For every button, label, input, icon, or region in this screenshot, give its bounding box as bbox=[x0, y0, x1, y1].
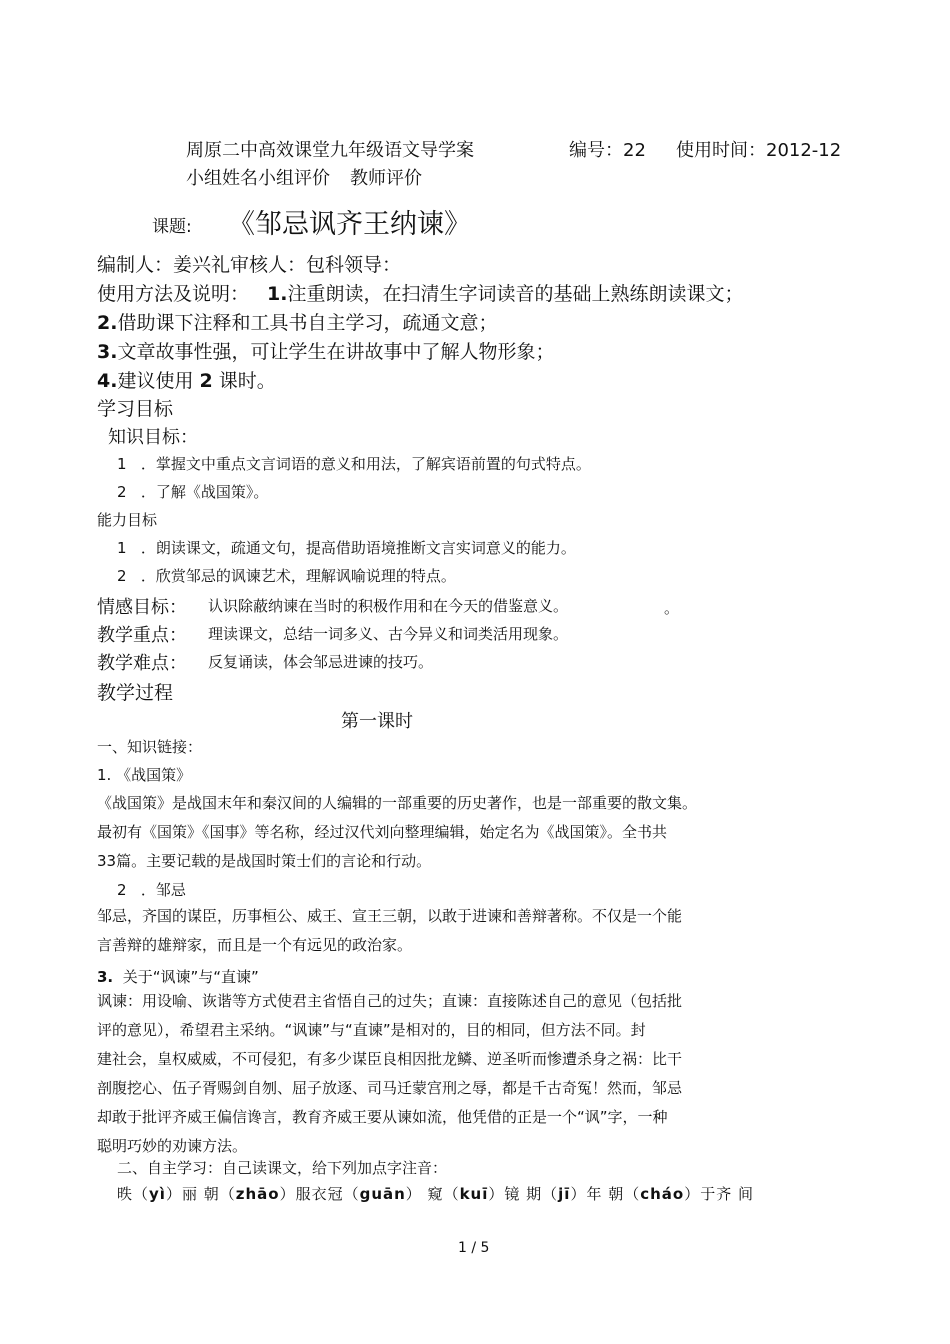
pinyin-answer: jī bbox=[558, 1185, 571, 1203]
item1-title: 1. 《战国策》 bbox=[97, 766, 192, 784]
pinyin-answer: guān bbox=[359, 1185, 406, 1203]
key-points-label: 教学重点： bbox=[97, 625, 187, 646]
ability-label: 能力目标 bbox=[97, 511, 158, 529]
teacher-eval: 教师评价 bbox=[350, 168, 422, 189]
process-label: 教学过程 bbox=[97, 682, 174, 704]
difficulty-label: 教学难点： bbox=[97, 653, 187, 674]
pinyin-answer: yì bbox=[149, 1185, 166, 1203]
pinyin-answer: cháo bbox=[640, 1185, 685, 1203]
difficulty-text: 反复诵读，体会邹忌进谏的技巧。 bbox=[208, 653, 434, 671]
date-label: 使用时间：2012-12 bbox=[676, 140, 842, 161]
goals-heading: 学习目标 bbox=[97, 398, 174, 420]
section2-heading: 二、自主学习：自己读课文，给下列加点字注音： bbox=[117, 1159, 448, 1177]
pinyin-answer: zhāo bbox=[235, 1185, 280, 1203]
item2-title: 2 ．邹忌 bbox=[117, 881, 186, 899]
ability-item-2: 2 ．欣赏邹忌的讽谏艺术，理解讽喻说理的特点。 bbox=[117, 567, 456, 585]
item2-paragraph: 邹忌，齐国的谋臣，历事桓公、威王、宣王三朝，以敢于进谏和善辩著称。不仅是一个能 言善辩的雄辩家，而且是一个有远见的政治家。 bbox=[97, 907, 683, 954]
pinyin-exercise-line: 昳（yì）丽 朝（zhāo）服衣冠（guān） 窥（kuī）镜 期（jī）年 朝（cháo）于齐 间 bbox=[117, 1185, 755, 1203]
item3-title: 3. 关于“讽谏”与“直谏” bbox=[97, 968, 259, 986]
usage-line-2: 2.借助课下注释和工具书自主学习，疏通文意； bbox=[97, 312, 498, 334]
ability-item-1: 1 ．朗读课文，疏通文句，提高借助语境推断文言实词意义的能力。 bbox=[117, 539, 576, 557]
emotion-text: 认识除蔽纳谏在当时的积极作用和在今天的借鉴意义。 bbox=[208, 597, 569, 615]
lesson-label: 课题: bbox=[152, 217, 192, 237]
knowledge-label: 知识目标： bbox=[108, 427, 198, 448]
knowledge-item-1: 1 ．掌握文中重点文言词语的意义和用法，了解宾语前置的句式特点。 bbox=[117, 455, 591, 473]
page-number: 1 / 5 bbox=[458, 1240, 490, 1256]
usage-line-1: 使用方法及说明： 1.注重朗读，在扫清生字词读音的基础上熟练朗读课文； bbox=[97, 283, 744, 305]
emotion-tail: 。 bbox=[664, 599, 680, 617]
lesson-title: 《邹忌讽齐王纳谏》 bbox=[228, 209, 471, 240]
lesson1-title: 第一课时 bbox=[341, 711, 413, 732]
usage-line-3: 3.文章故事性强，可让学生在讲故事中了解人物形象； bbox=[97, 341, 555, 363]
emotion-label: 情感目标： bbox=[97, 597, 187, 618]
school-title: 周原二中高效课堂九年级语文导学案 bbox=[186, 140, 474, 161]
usage-line-4: 4.建议使用 2 课时。 bbox=[97, 370, 276, 392]
item3-paragraph: 讽谏：用设喻、诙谐等方式使君主省悟自己的过失；直谏：直接陈述自己的意见（包括批 评的意见），希望君主采纳。“讽谏”与“直谏”是相对的，目的相同，但方法不同。封 建社会，皇权威威，不可侵犯，有多少谋臣良相因批龙鳞、逆圣听而惨遭杀身之祸：比干 剖腹挖心、伍子胥赐剑自刎、屈子放逐、司马迁蒙宫刑之辱，都是千古奇冤！然而，邹忌 却敢于批评齐威王偏信谗言，教育齐威王要从谏如流，他凭借的正是一个“讽”字，一种 聪明巧妙的劝谏方法。 bbox=[97, 992, 683, 1155]
usage-label: 使用方法及说明： bbox=[97, 283, 250, 305]
editors-line: 编制人：姜兴礼审核人：包科领导： bbox=[97, 254, 402, 276]
document-header bbox=[186, 136, 474, 162]
knowledge-item-2: 2 ．了解《战国策》。 bbox=[117, 483, 269, 501]
item1-paragraph: 《战国策》是战国末年和秦汉间的人编辑的一部重要的历史著作，也是一部重要的散文集。 最初有《国策》《国事》等名称，经过汉代刘向整理编辑，始定名为《战国策》。全书共 33篇。主要记载的是战国时策士们的言论和行动。 bbox=[97, 794, 698, 870]
number-label: 编号：22 bbox=[569, 140, 646, 161]
group-line: 小组姓名小组评价 教师评价 bbox=[186, 168, 422, 189]
pinyin-answer: kuī bbox=[459, 1185, 489, 1203]
section1-heading: 一、知识链接： bbox=[97, 738, 203, 756]
key-points-text: 理读课文，总结一词多义、古今异义和词类活用现象。 bbox=[208, 625, 569, 643]
